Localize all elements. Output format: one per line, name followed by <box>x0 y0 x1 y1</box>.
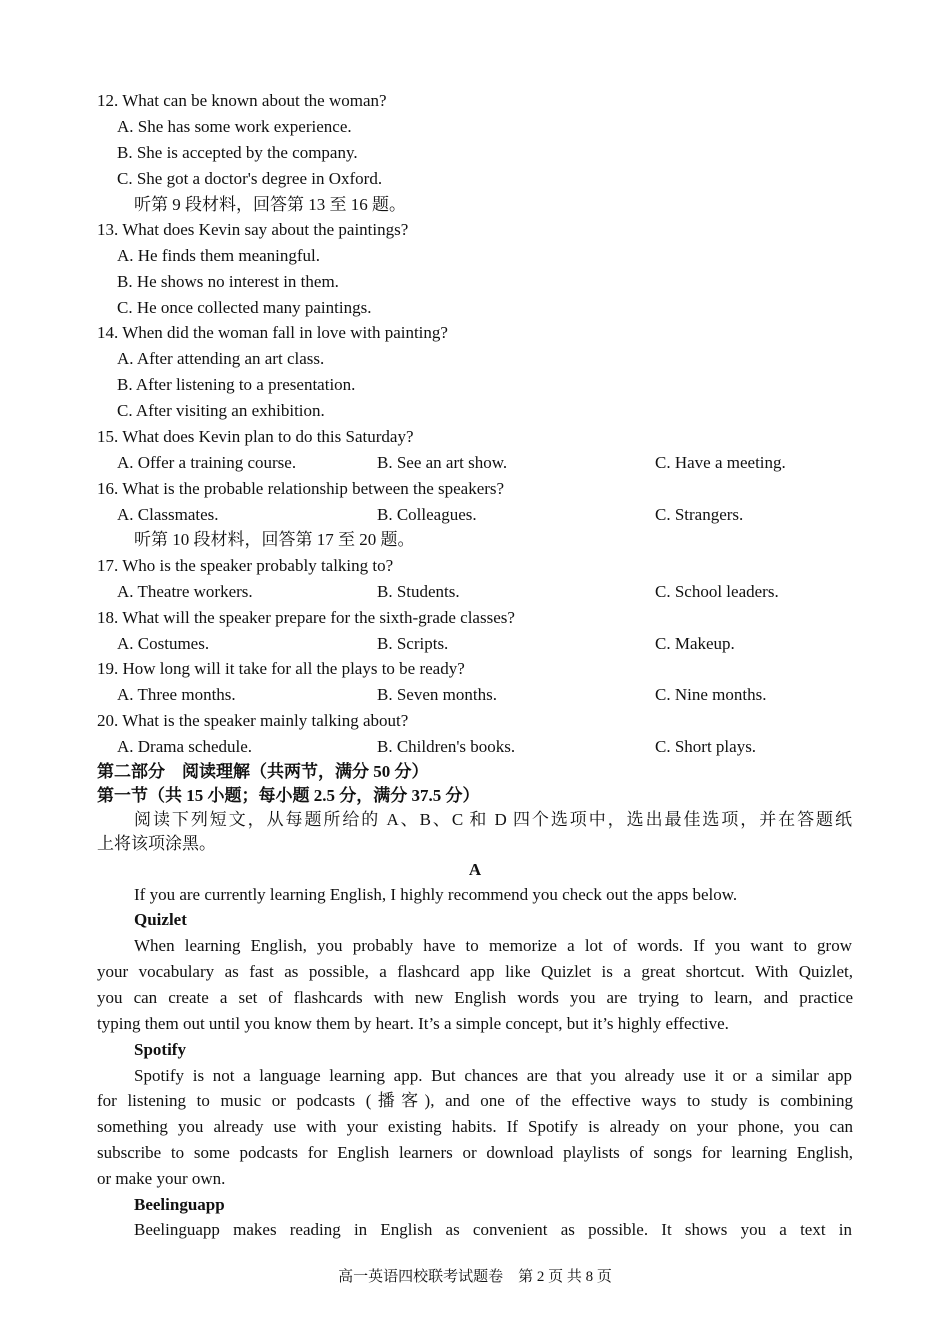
question-14-stem: 14. When did the woman fall in love with painting? <box>97 323 448 342</box>
instruction-passage-9: 听第 9 段材料，回答第 13 至 16 题。 <box>134 195 406 214</box>
question-12-stem: 12. What can be known about the woman? <box>97 91 387 110</box>
question-19-option-c: C. Nine months. <box>655 685 767 704</box>
question-18-option-c: C. Makeup. <box>655 634 735 653</box>
question-15-option-c: C. Have a meeting. <box>655 453 786 472</box>
quizlet-line-4: typing them out until you know them by heart. It’s a simple concept, but it’s highly effective. <box>97 1014 729 1033</box>
question-18-stem: 18. What will the speaker prepare for the sixth-grade classes? <box>97 608 515 627</box>
question-16-option-b: B. Colleagues. <box>377 505 477 524</box>
heading-beelinguapp: Beelinguapp <box>134 1195 225 1214</box>
spotify-line-5: or make your own. <box>97 1169 226 1188</box>
question-14-option-a: A. After attending an art class. <box>117 349 325 368</box>
question-13-option-a: A. He finds them meaningful. <box>117 246 321 265</box>
question-19-stem: 19. How long will it take for all the plays to be ready? <box>97 659 465 678</box>
heading-quizlet: Quizlet <box>134 910 187 929</box>
question-17-option-c: C. School leaders. <box>655 582 779 601</box>
beelinguapp-line-1: Beelinguapp makes reading in English as convenient as possible. It shows you a text in <box>134 1220 852 1239</box>
question-17-option-a: A. Theatre workers. <box>117 582 253 601</box>
instruction-passage-10: 听第 10 段材料，回答第 17 至 20 题。 <box>134 530 415 549</box>
question-18-option-a: A. Costumes. <box>117 634 210 653</box>
question-20-option-a: A. Drama schedule. <box>117 737 253 756</box>
question-12-option-a: A. She has some work experience. <box>117 117 352 136</box>
question-16-option-c: C. Strangers. <box>655 505 744 524</box>
question-15-option-b: B. See an art show. <box>377 453 508 472</box>
passage-label: A <box>468 860 482 879</box>
question-17-option-b: B. Students. <box>377 582 460 601</box>
heading-spotify: Spotify <box>134 1040 186 1059</box>
question-20-option-c: C. Short plays. <box>655 737 757 756</box>
question-13-option-b: B. He shows no interest in them. <box>117 272 339 291</box>
quizlet-line-2: your vocabulary as fast as possible, a flashcard app like Quizlet is a great shortcut. With Quizlet, <box>97 962 853 981</box>
question-12-option-c: C. She got a doctor's degree in Oxford. <box>117 169 383 188</box>
question-15-option-a: A. Offer a training course. <box>117 453 297 472</box>
question-15-stem: 15. What does Kevin plan to do this Saturday? <box>97 427 414 446</box>
page-footer: 高一英语四校联考试题卷 第 2 页 共 8 页 <box>338 1269 612 1285</box>
spotify-line-2: for listening to music or podcasts (播客), and one of the effective ways to study is combining <box>97 1091 853 1110</box>
passage-intro: If you are currently learning English, I highly recommend you check out the apps below. <box>134 885 738 904</box>
question-16-option-a: A. Classmates. <box>117 505 219 524</box>
quizlet-line-1: When learning English, you probably have to memorize a lot of words. If you want to grow <box>134 936 852 955</box>
question-14-option-b: B. After listening to a presentation. <box>117 375 356 394</box>
question-13-stem: 13. What does Kevin say about the paintings? <box>97 220 409 239</box>
reading-instructions-line-1: 阅读下列短文，从每题所给的 A、B、C 和 D 四个选项中，选出最佳选项，并在答题纸 <box>134 810 852 829</box>
quizlet-line-3: you can create a set of flashcards with new English words you are trying to learn, and practice <box>97 988 853 1007</box>
question-14-option-c: C. After visiting an exhibition. <box>117 401 325 420</box>
question-19-option-a: A. Three months. <box>117 685 236 704</box>
part-two-title: 第二部分 阅读理解（共两节，满分 50 分） <box>97 762 429 781</box>
question-13-option-c: C. He once collected many paintings. <box>117 298 372 317</box>
reading-instructions-line-2: 上将该项涂黑。 <box>97 834 216 853</box>
question-16-stem: 16. What is the probable relationship between the speakers? <box>97 479 505 498</box>
question-18-option-b: B. Scripts. <box>377 634 449 653</box>
question-12-option-b: B. She is accepted by the company. <box>117 143 358 162</box>
spotify-line-4: subscribe to some podcasts for English learners or download playlists of songs for learning English, <box>97 1143 853 1162</box>
section-one-title: 第一节（共 15 小题；每小题 2.5 分，满分 37.5 分） <box>97 786 480 805</box>
question-19-option-b: B. Seven months. <box>377 685 497 704</box>
spotify-line-1: Spotify is not a language learning app. But chances are that you already use it or a similar app <box>134 1066 852 1085</box>
question-20-option-b: B. Children's books. <box>377 737 516 756</box>
question-17-stem: 17. Who is the speaker probably talking to? <box>97 556 394 575</box>
spotify-line-3: something you already use with your existing habits. If Spotify is already on your phone, you can <box>97 1117 853 1136</box>
question-20-stem: 20. What is the speaker mainly talking about? <box>97 711 409 730</box>
